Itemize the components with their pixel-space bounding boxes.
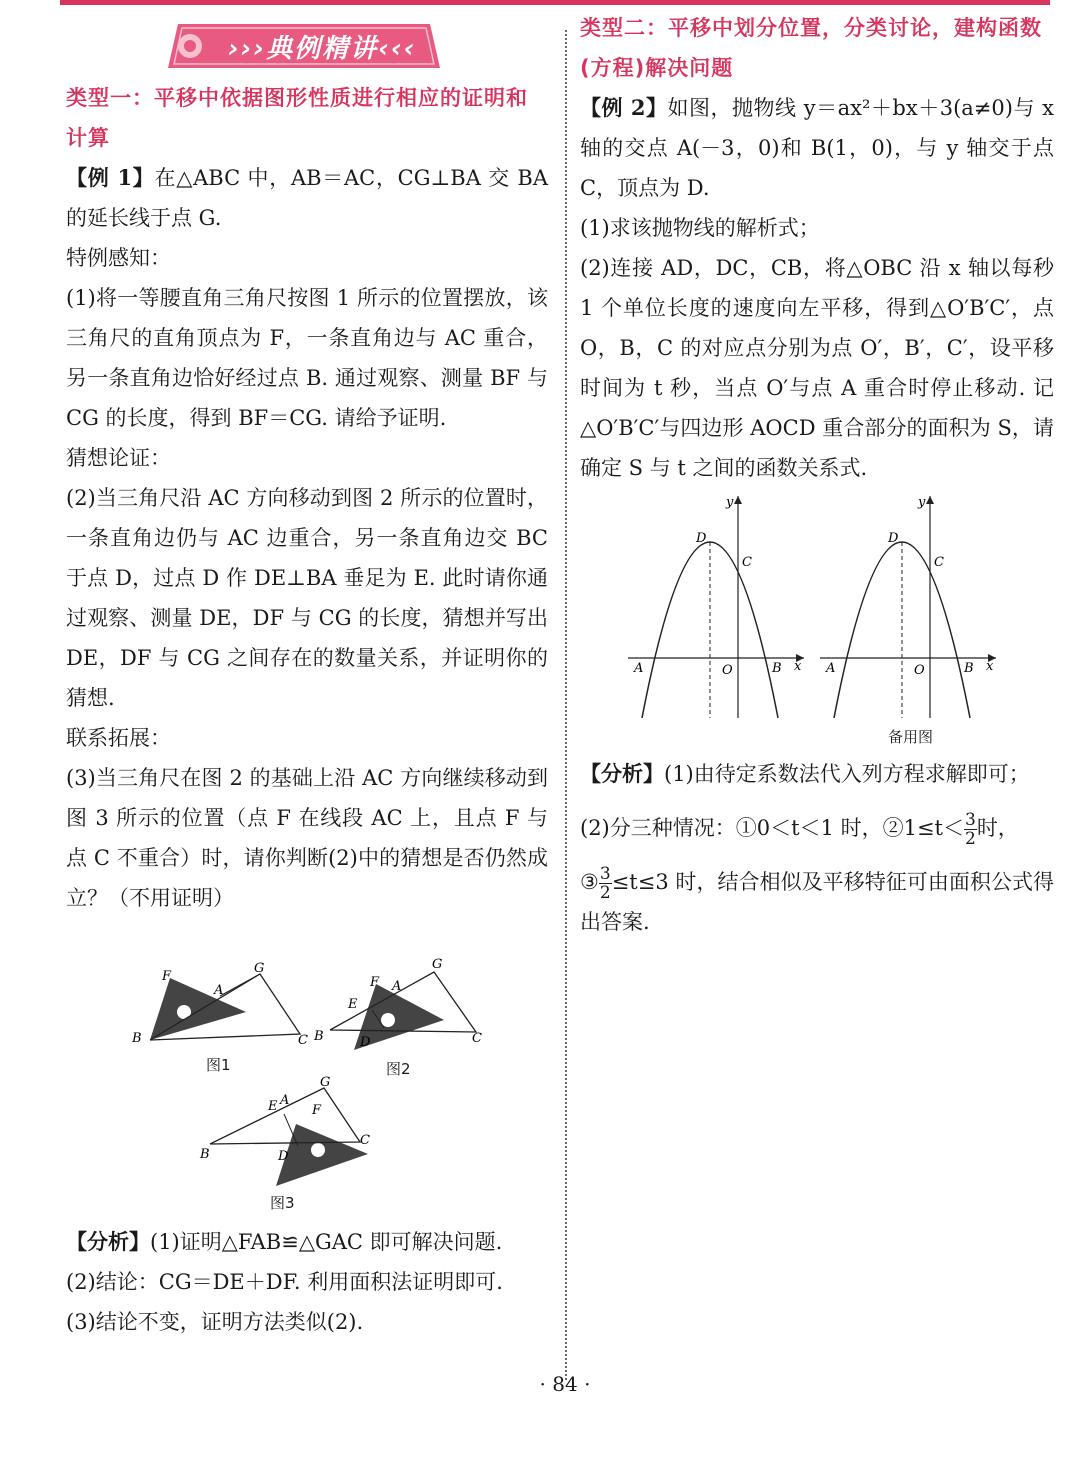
fraction-1-denominator: 2 (964, 829, 976, 849)
fig2-label-C: C (472, 1031, 482, 1046)
left-analysis-3: (3)结论不变，证明方法类似(2). (66, 1310, 364, 1334)
left-analysis-1-text: (1)证明△FAB≌△GAC 即可解决问题. (150, 1230, 503, 1254)
right-column (580, 8, 1054, 488)
section-extend: 联系拓展： (66, 726, 171, 750)
right-analysis-3 (580, 862, 1054, 942)
right-analysis (580, 754, 1054, 942)
graph1-label-y: y (726, 495, 734, 510)
fig1-label-B: B (132, 1031, 142, 1046)
left-analysis-tag: 【分析】 (66, 1229, 150, 1254)
section-special: 特例感知： (66, 246, 171, 270)
fig3-label-F: F (312, 1103, 322, 1118)
graph2-label-O: O (914, 663, 925, 678)
fig1-label-C: C (298, 1033, 308, 1048)
fig2-label-A: A (392, 979, 402, 994)
figure-2 (312, 958, 492, 1058)
graph2-label-B: B (964, 661, 974, 676)
question-2: (2)当三角尺沿 AC 方向移动到图 2 所示的位置时，一条直角边仍与 AC 边重合，另一条直角边交 BC 于点 D，过点 D 作 DE⊥BA 垂足为 E. 此时请你通过观察、测量 DE，DF 与 CG 的长度，猜想并写出 DE，DF 与 CG 之间存在的数量关系，并证明你的猜想. (66, 486, 548, 710)
figure-1-caption: 图1 (206, 1056, 231, 1074)
graph1-label-D: D (696, 531, 707, 546)
question-3: (3)当三角尺在图 2 的基础上沿 AC 方向继续移动到图 3 所示的位置（点 F 在线段 AC 上，且点 F 与点 C 不重合）时，请你判断(2)中的猜想是否仍然成立？（不用证明） (66, 766, 548, 910)
type-one-heading: 类型一：平移中依据图形性质进行相应的证明和计算 (66, 86, 528, 150)
example-2-tag: 【例 2】 (580, 95, 668, 120)
fraction-2-numerator: 3 (599, 864, 611, 884)
left-analysis-1 (66, 1222, 548, 1262)
fig1-label-G: G (254, 962, 265, 976)
fig3-label-C: C (360, 1133, 370, 1148)
right-question-2: (2)连接 AD，DC，CB，将△OBC 沿 x 轴以每秒 1 个单位长度的速度向左平移，得到△O′B′C′，点 O，B，C 的对应点分别为点 O′，B′，C′，设平移时间为 t 秒，当点 O′与点 A 重合时停止移动. 记△O′B′C′与四边形 AOCD 重合部分的面积为 S，请确定 S 与 t 之间的函数关系式. (580, 256, 1054, 480)
column-divider (565, 30, 567, 1380)
graph2-label-D: D (888, 531, 899, 546)
left-column (66, 78, 548, 918)
fig3-label-A: A (280, 1093, 290, 1108)
fraction-2-denominator: 2 (599, 883, 611, 903)
fig2-label-E: E (348, 997, 358, 1012)
fig2-label-G: G (432, 958, 443, 972)
right-analysis-3-b: ≤t≤3 时，结合相似及平移特征可由面积公式得出答案. (580, 870, 1055, 934)
figure-2-caption: 图2 (386, 1060, 411, 1078)
graph2-label-y: y (918, 495, 926, 510)
example-2-text: 如图，抛物线 y＝ax²＋bx＋3(a≠0)与 x 轴的交点 A(－3，0)和 B(1，0)，与 y 轴交于点 C，顶点为 D. (580, 96, 1054, 200)
figure-3 (196, 1074, 386, 1192)
fig1-label-F: F (162, 969, 172, 984)
banner-title: ›››典例精讲‹‹‹ (228, 34, 417, 64)
right-analysis-1 (580, 754, 1054, 794)
example-1-text: 在△ABC 中，AB＝AC，CG⊥BA 交 BA 的延长线于点 G. (66, 166, 548, 230)
graph2-label-C: C (934, 555, 944, 570)
right-analysis-tag: 【分析】 (580, 761, 664, 786)
fraction-three-halves-2 (599, 865, 612, 902)
fig3-label-D: D (278, 1149, 289, 1164)
fig3-label-G: G (320, 1075, 331, 1090)
graph1-label-C: C (742, 555, 752, 570)
fig3-label-E: E (268, 1099, 278, 1114)
fig3-label-B: B (200, 1147, 210, 1162)
left-analysis (66, 1222, 548, 1342)
left-analysis-2: (2)结论：CG＝DE＋DF. 利用面积法证明即可. (66, 1270, 503, 1294)
figure-3-caption: 图3 (270, 1194, 295, 1212)
right-analysis-2-b: 时， (976, 816, 1019, 840)
fig1-label-A: A (214, 983, 224, 998)
right-question-1: (1)求该抛物线的解析式； (580, 216, 820, 240)
graph-caption: 备用图 (888, 728, 934, 746)
parabola-graph-2 (820, 490, 1000, 720)
page-number: · 84 · (539, 1372, 591, 1396)
graph1-label-B: B (772, 661, 782, 676)
right-analysis-1-text: (1)由待定系数法代入列方程求解即可； (664, 762, 1030, 786)
top-accent-bar (60, 0, 1050, 5)
fig2-label-D: D (360, 1035, 371, 1050)
fig2-label-B: B (314, 1029, 324, 1044)
graph2-label-x: x (986, 659, 994, 674)
right-analysis-2 (580, 808, 1054, 848)
example-1-tag: 【例 1】 (66, 165, 155, 190)
graph1-label-O: O (722, 663, 733, 678)
fraction-1-numerator: 3 (964, 810, 976, 830)
graph2-label-A: A (826, 661, 836, 676)
fraction-three-halves (964, 811, 977, 848)
section-guess: 猜想论证： (66, 446, 171, 470)
graph1-label-A: A (634, 661, 644, 676)
example-2 (580, 88, 1054, 208)
right-analysis-2-a: (2)分三种情况：①0＜t＜1 时，②1≤t＜ (580, 816, 964, 840)
figure-1 (128, 962, 308, 1052)
right-analysis-3-a: ③ (580, 870, 599, 894)
parabola-graph-1 (628, 490, 808, 720)
question-1: (1)将一等腰直角三角尺按图 1 所示的位置摆放，该三角尺的直角顶点为 F，一条直角边与 AC 重合，另一条直角边恰好经过点 B. 通过观察、测量 BF 与 CG 的长度，得到 BF＝CG. 请给予证明. (66, 286, 548, 430)
type-two-heading: 类型二：平移中划分位置，分类讨论，建构函数(方程)解决问题 (580, 16, 1042, 80)
graph1-label-x: x (794, 659, 802, 674)
example-1 (66, 158, 548, 238)
fig2-label-F: F (370, 975, 380, 990)
